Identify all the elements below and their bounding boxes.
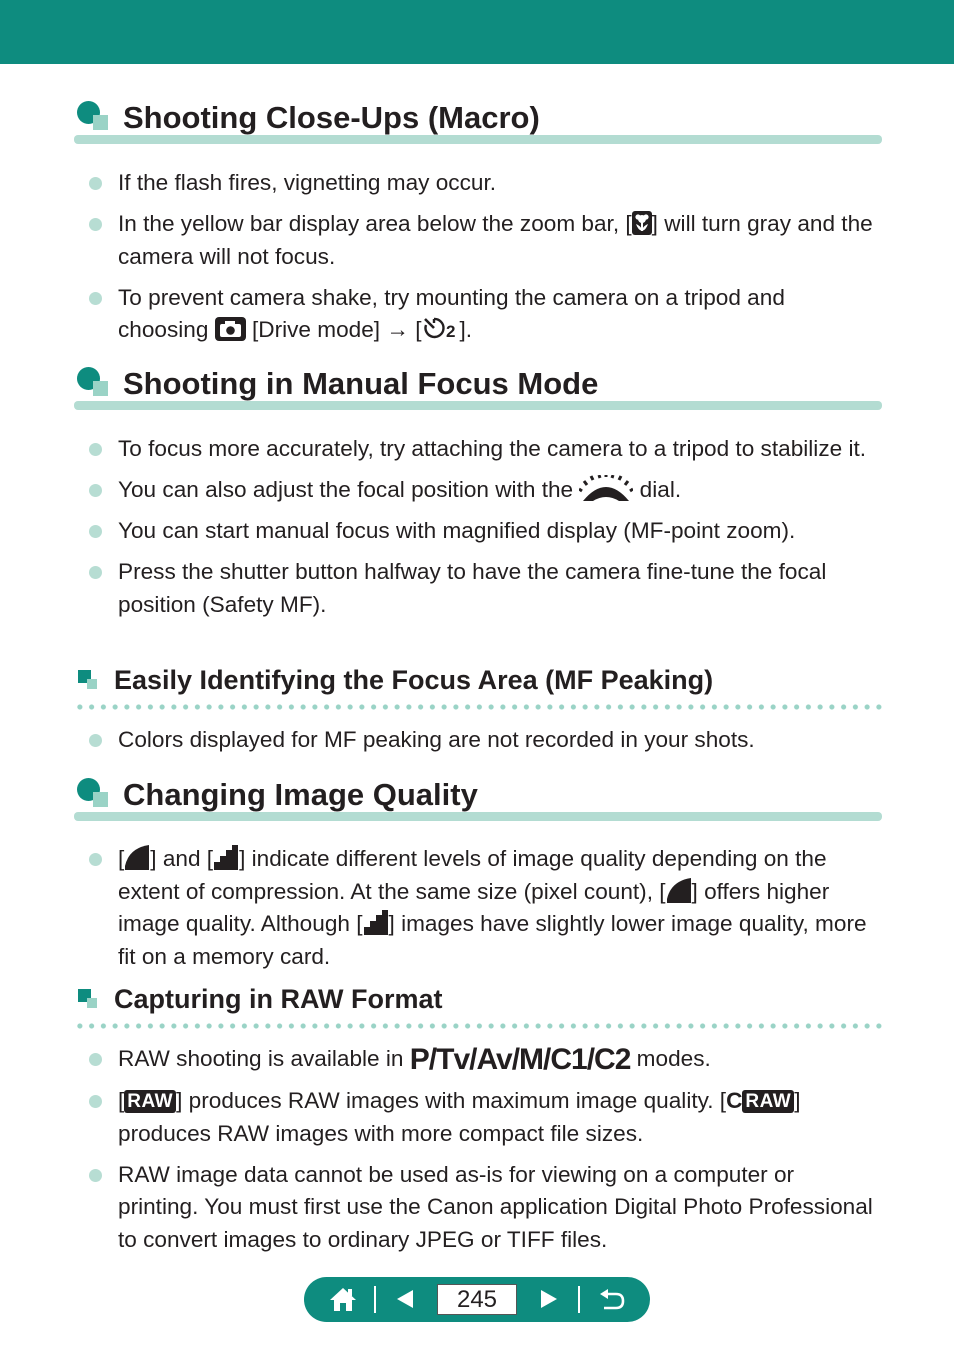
bullet-text: ] images have slightly lower image quality, more fit on a memory card. (118, 911, 867, 969)
list-item (0, 208, 878, 273)
bullet-dot (89, 484, 102, 497)
bullet-text: To prevent camera shake, try mounting the camera on a tripod and choosing (118, 284, 785, 342)
bullet-text: ] produces RAW images with more compact file sizes. (118, 1088, 801, 1146)
bullet-text: RAW shooting is available in (118, 1046, 410, 1071)
bullet-text: [ (118, 846, 125, 871)
section-underline (74, 812, 882, 821)
nav-separator (578, 1286, 580, 1313)
next-page-button[interactable] (528, 1277, 570, 1322)
section-underline (74, 401, 882, 410)
bullet-text: Press the shutter button halfway to have the camera fine-tune the focal position (Safety MF). (118, 559, 827, 617)
craw-c-label: C (726, 1088, 743, 1113)
list-item (0, 515, 878, 548)
bullet-dot (89, 1095, 102, 1108)
quality-fine-icon (124, 844, 150, 870)
bullet-text: ] produces RAW images with maximum image quality. [ (176, 1088, 727, 1113)
bullet-dot (89, 566, 102, 579)
bullet-list-image-quality (0, 843, 954, 982)
bullet-text: ] and [ (150, 846, 214, 871)
prev-page-icon (395, 1289, 415, 1309)
list-item (0, 474, 878, 507)
shooting-modes-label: P/Tv/Av/M/C1/C2 (409, 1043, 631, 1076)
subsection-title: Capturing in RAW Format (114, 984, 443, 1014)
home-button[interactable] (322, 1277, 364, 1322)
subsection-marker-icon (78, 989, 100, 1011)
list-item (0, 724, 878, 757)
list-item (0, 1085, 878, 1150)
control-dial-icon (579, 475, 633, 501)
list-item (0, 433, 878, 466)
bullet-dot (89, 292, 102, 305)
bullet-text: To focus more accurately, try attaching the camera to a tripod to stabilize it. (118, 436, 867, 461)
list-item (0, 167, 878, 200)
bullet-dot (89, 443, 102, 456)
bullet-dot (89, 853, 102, 866)
camera-tab-icon (215, 317, 246, 341)
bullet-list-raw (0, 1043, 954, 1265)
page-number: 245 (437, 1284, 517, 1315)
return-icon (599, 1289, 625, 1311)
raw-icon: RAW (124, 1090, 176, 1113)
bullet-text: dial. (633, 477, 682, 502)
list-item (0, 282, 878, 347)
bullet-text: You can start manual focus with magnified display (MF-point zoom). (118, 518, 796, 543)
nav-separator (374, 1286, 376, 1313)
bullet-list-mf-peaking (0, 724, 954, 765)
bullet-text: [Drive mode] → [ (245, 317, 422, 342)
bullet-text: ] indicate different levels of image quality depending on the extent of compression. At the same size (pixel count), [ (118, 846, 827, 904)
section-title: Changing Image Quality (123, 777, 478, 812)
subsection-marker-icon (78, 670, 100, 692)
list-item (0, 1159, 878, 1257)
quality-fine-icon (666, 877, 692, 903)
list-item (0, 556, 878, 621)
bullet-dot (89, 218, 102, 231)
section-underline (74, 135, 882, 144)
section-title: Shooting in Manual Focus Mode (123, 366, 599, 401)
bullet-dot (89, 1053, 102, 1066)
bullet-text: ] will turn gray and the camera will not focus. (118, 211, 873, 269)
bullet-dot (89, 1169, 102, 1182)
bullet-text: [ (118, 1088, 125, 1113)
section-marker-icon (74, 364, 114, 404)
next-page-icon (539, 1289, 559, 1309)
bullet-text: RAW image data cannot be used as-is for viewing on a computer or printing. You must first use the Canon application Digital Photo Professional to convert images to ordinary JPEG or TIFF files. (118, 1161, 873, 1252)
bullet-dot (89, 734, 102, 747)
macro-flower-icon (632, 211, 652, 235)
previous-page-button[interactable] (384, 1277, 426, 1322)
return-button[interactable] (590, 1277, 634, 1322)
list-item (0, 843, 878, 973)
section-marker-icon (74, 98, 114, 138)
quality-normal-icon (213, 844, 239, 870)
self-timer-2s-icon (422, 315, 460, 341)
bullet-text: Colors displayed for MF peaking are not recorded in your shots. (118, 727, 755, 752)
subsection-title: Easily Identifying the Focus Area (MF Peaking) (114, 665, 714, 695)
dotted-divider (74, 1023, 884, 1029)
dotted-divider (74, 704, 884, 710)
bullet-text: ] offers higher image quality. Although [ (118, 878, 830, 936)
section-marker-icon (74, 775, 114, 815)
top-header-bar (0, 0, 954, 64)
page-navigation-bar (304, 1277, 650, 1322)
bullet-dot (89, 177, 102, 190)
quality-normal-icon (363, 909, 389, 935)
bullet-text: You can also adjust the focal position with the (118, 477, 580, 502)
bullet-list-manual-focus (0, 433, 954, 630)
bullet-text: modes. (630, 1046, 711, 1071)
bullet-text: ]. (459, 317, 473, 342)
bullet-text: In the yellow bar display area below the zoom bar, [ (118, 211, 632, 236)
craw-icon: RAW (742, 1090, 794, 1113)
home-icon (329, 1286, 357, 1312)
bullet-text: If the flash fires, vignetting may occur. (118, 170, 496, 195)
svg-text:2: 2 (445, 322, 455, 341)
section-title: Shooting Close-Ups (Macro) (123, 100, 540, 135)
list-item (0, 1043, 878, 1077)
bullet-list-macro (0, 167, 954, 355)
bullet-dot (89, 525, 102, 538)
